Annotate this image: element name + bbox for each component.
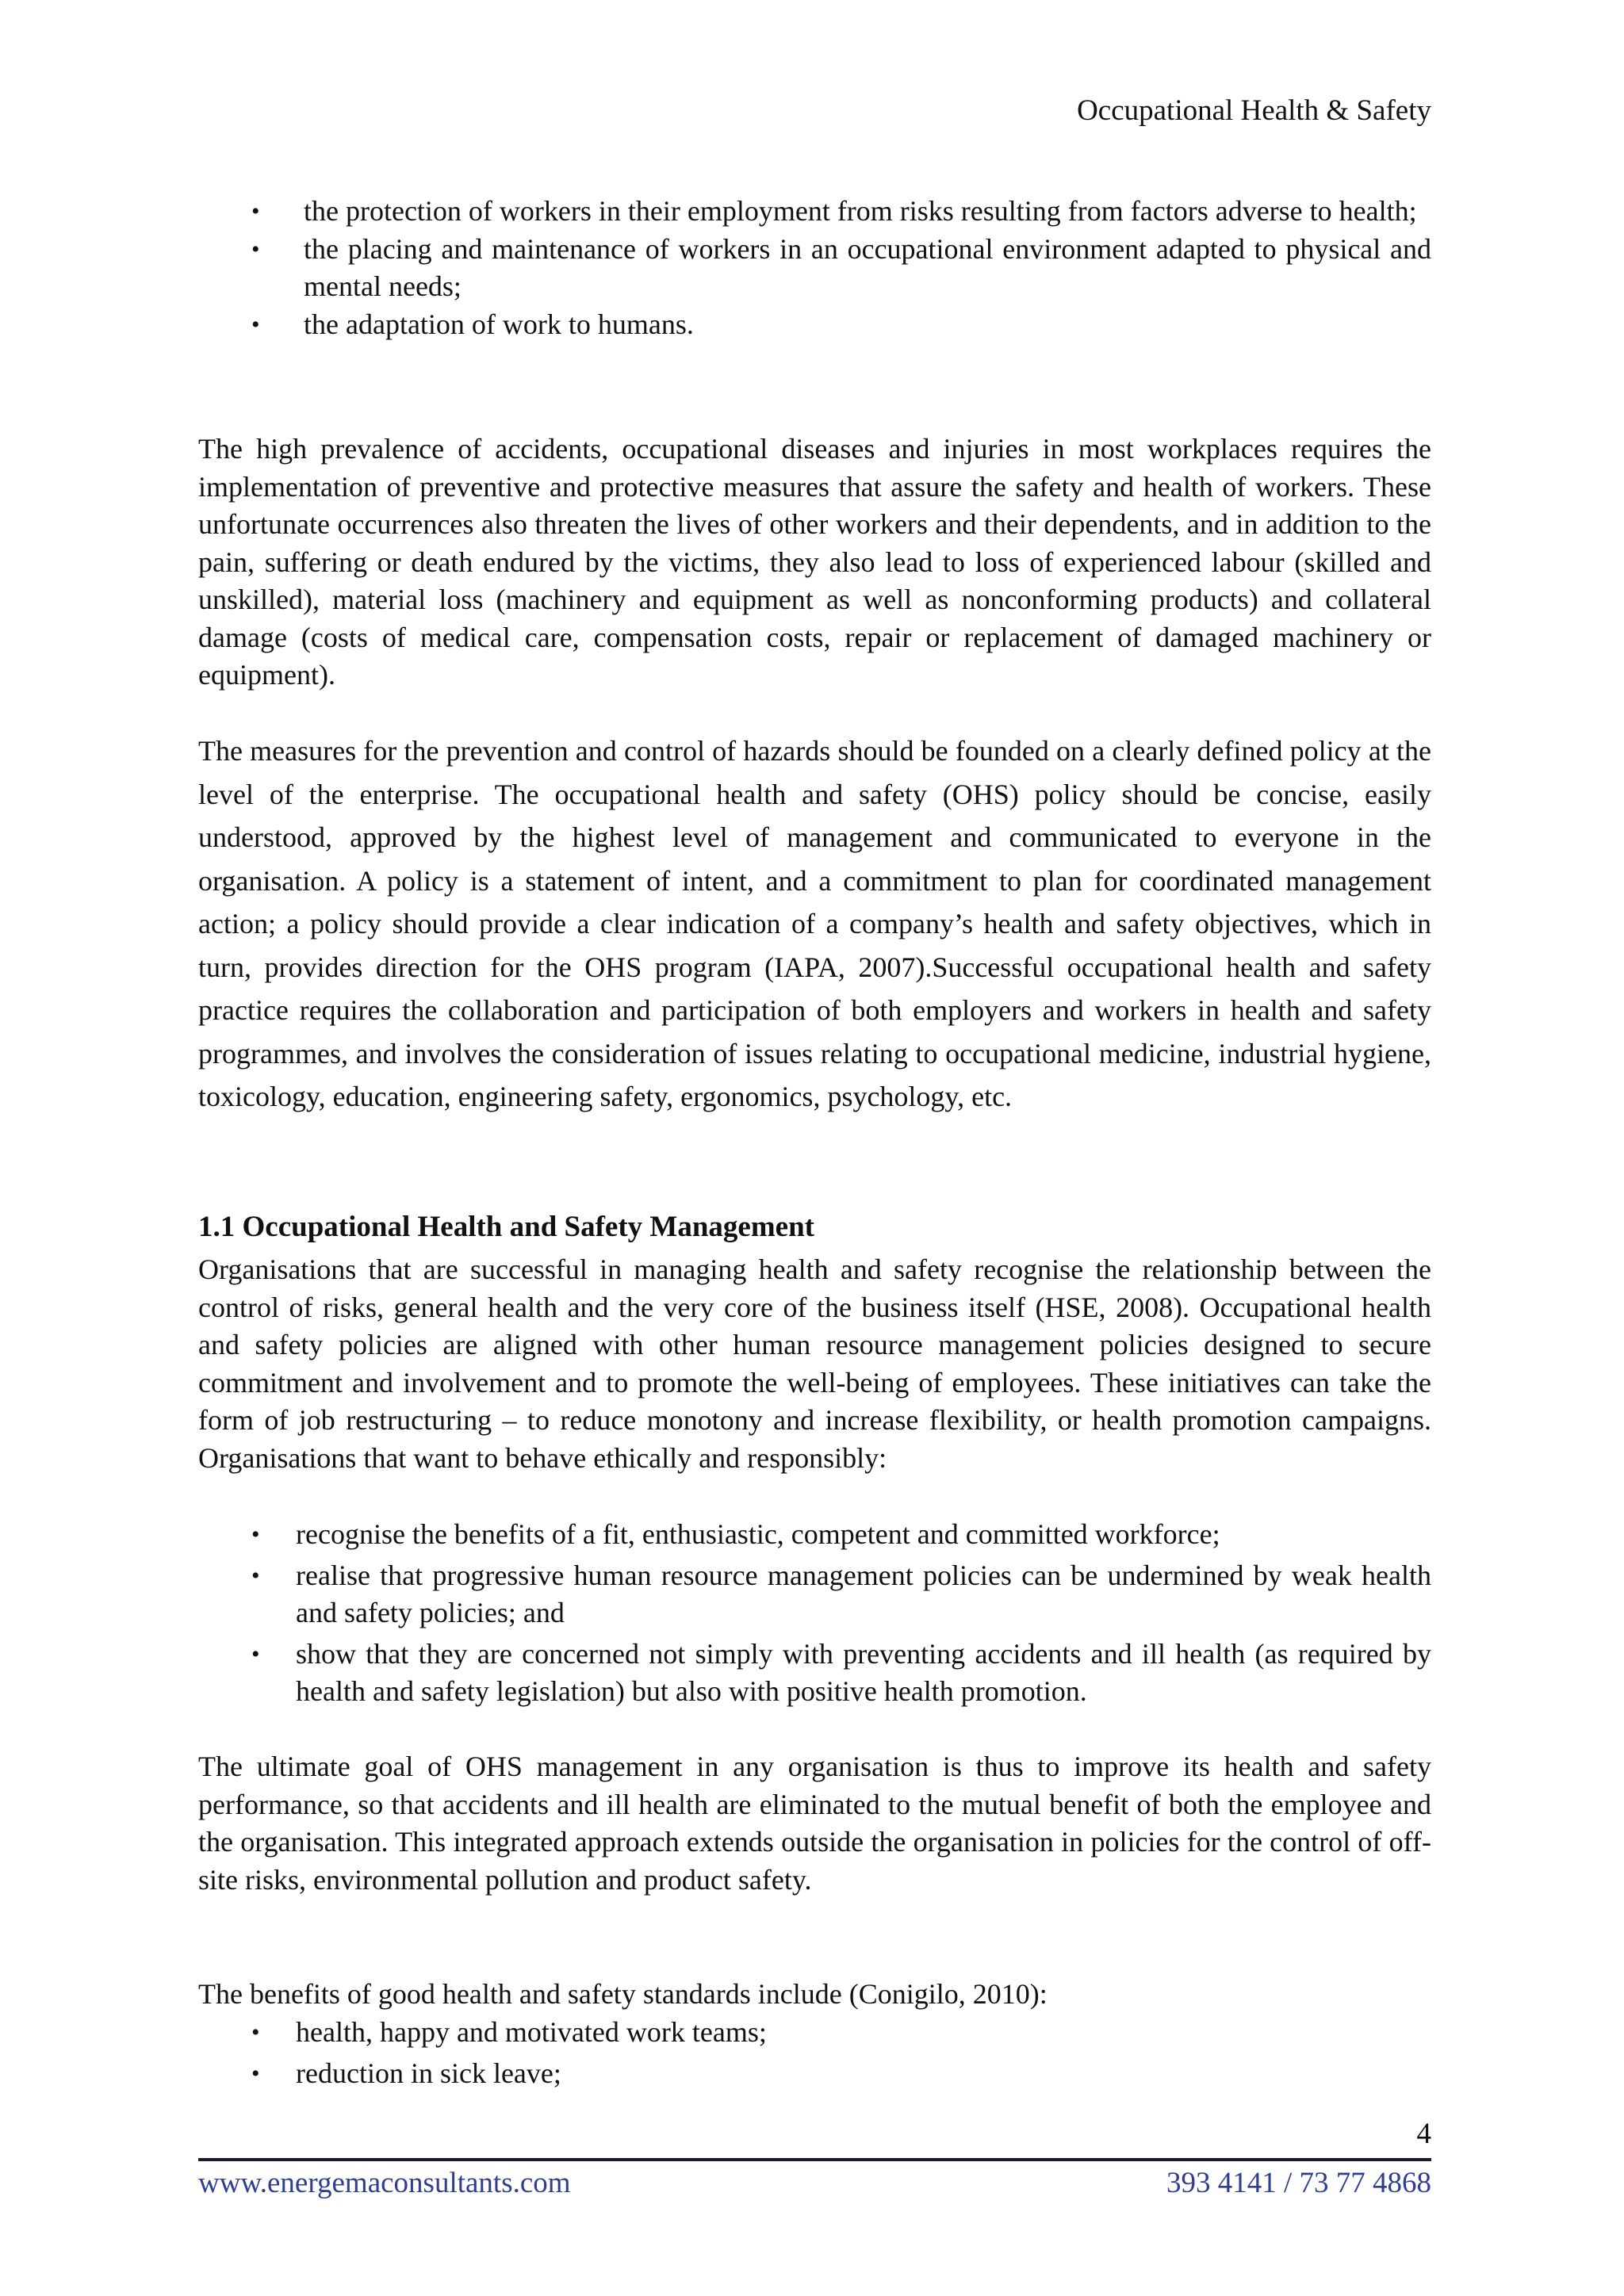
intro-bullet-list	[198, 193, 1431, 343]
page-number: 4	[1416, 2118, 1431, 2150]
paragraph-ohs-policy: The measures for the prevention and control of hazards should be founded on a clearly defined policy at the level of the enterprise. The occupational health and safety (OHS) policy should be concise, easily understood, approved by the highest level of management and communicated to everyone in the organisation. A policy is a statement of intent, and a commitment to plan for coordinated management action; a policy should provide a clear indication of a company’s health and safety objectives, which in turn, provides direction for the OHS program (IAPA, 2007).Successful occupational health and safety practice requires the collaboration and participation of both employers and workers in health and safety programmes, and involves the consideration of issues relating to occupational medicine, industrial hygiene, toxicology, education, engineering safety, ergonomics, psychology, etc.	[198, 735, 1431, 1112]
intro-bullet-list-block	[198, 193, 1431, 343]
list-item: • recognise the benefits of a fit, enthusiastic, competent and committed workforce;	[198, 1516, 1431, 1554]
list-item: • reduction in sick leave;	[198, 2055, 1431, 2093]
list-item: • realise that progressive human resource management policies can be undermined by weak health and safety policies; and	[198, 1557, 1431, 1632]
document-page	[198, 0, 1431, 2296]
footer-website-link[interactable]: www.energemaconsultants.com	[198, 2167, 571, 2199]
list-item: • the adaptation of work to humans.	[198, 306, 1431, 344]
benefit-bullet-list	[198, 2014, 1431, 2092]
paragraph-accident-prevalence: The high prevalence of accidents, occupational diseases and injuries in most workplaces requires the implementation of preventive and protective measures that assure the safety and health of workers. These unfortunate occurrences also threaten the lives of other workers and their dependents, and in addition to the pain, suffering or death endured by the victims, they also lead to loss of experienced labour (skilled and unskilled), material loss (machinery and equipment as well as nonconforming products) and collateral damage (costs of medical care, compensation costs, repair or replacement of damaged machinery or equipment).	[198, 433, 1431, 691]
list-item: • the placing and maintenance of workers in an occupational environment adapted to physical and mental needs;	[198, 231, 1431, 306]
ethical-bullet-list-block	[198, 1516, 1431, 1714]
list-item: • health, happy and motivated work teams;	[198, 2014, 1431, 2052]
section-heading: 1.1 Occupational Health and Safety Management	[198, 1211, 814, 1243]
paragraph-ohs-management: Organisations that are successful in managing health and safety recognise the relationship between the control of risks, general health and the very core of the business itself (HSE, 2008). Occupational health and safety policies are aligned with other human resource management policies designed to secure commitment and involvement and to promote the well-being of employees. These initiatives can take the form of job restructuring – to reduce monotony and increase flexibility, or health promotion campaigns. Organisations that want to behave ethically and responsibly:	[198, 1253, 1431, 1474]
footer-divider	[198, 2158, 1431, 2161]
list-item: • show that they are concerned not simply with preventing accidents and ill health (as required by health and safety legislation) but also with positive health promotion.	[198, 1636, 1431, 1711]
ethical-bullet-list	[198, 1516, 1431, 1711]
running-header: Occupational Health & Safety	[1077, 94, 1431, 127]
paragraph-benefits-intro: The benefits of good health and safety standards include (Conigilo, 2010):	[198, 1978, 1048, 2010]
list-item: • the protection of workers in their employment from risks resulting from factors adverse to health;	[198, 193, 1431, 231]
benefit-bullet-list-block	[198, 2014, 1431, 2095]
paragraph-ultimate-goal: The ultimate goal of OHS management in any organisation is thus to improve its health and safety performance, so that accidents and ill health are eliminated to the mutual benefit of both the employee and the organisation. This integrated approach extends outside the organisation in policies for the control of off-site risks, environmental pollution and product safety.	[198, 1751, 1431, 1896]
footer-phone: 393 4141 / 73 77 4868	[1166, 2167, 1431, 2199]
